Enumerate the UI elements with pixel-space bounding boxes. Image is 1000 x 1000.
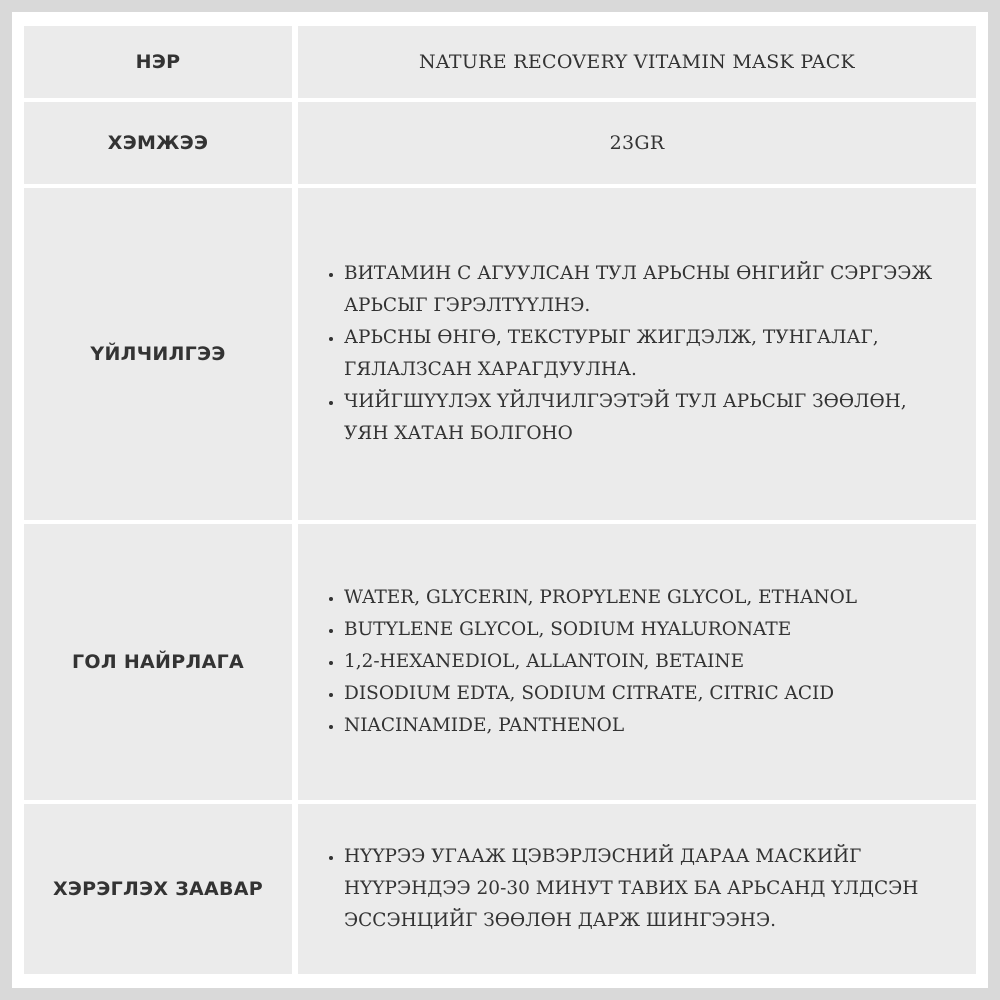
list-item: • WATER, GLYCERIN, PROPYLENE GLYCOL, ETHANOL	[344, 582, 964, 614]
label-size: ХЭМЖЭЭ	[24, 102, 292, 184]
list-item: • ЧИЙГШҮҮЛЭХ ҮЙЛЧИЛГЭЭТЭЙ ТУЛ АРЬСЫГ ЗӨӨЛӨН, УЯН ХАТАН БОЛГОНО	[344, 386, 944, 450]
ingredients-list	[320, 582, 964, 742]
label-ingredients: ГОЛ НАЙРЛАГА	[24, 524, 292, 800]
value-size: 23GR	[298, 102, 976, 184]
list-item: • 1,2-HEXANEDIOL, ALLANTOIN, BETAINE	[344, 646, 964, 678]
list-item: • NIACINAMIDE, PANTHENOL	[344, 710, 964, 742]
list-item: • ВИТАМИН С АГУУЛСАН ТУЛ АРЬСНЫ ӨНГИЙГ СЭРГЭЭЖ АРЬСЫГ ГЭРЭЛТҮҮЛНЭ.	[344, 258, 944, 322]
label-name: НЭР	[24, 26, 292, 98]
list-item: • АРЬСНЫ ӨНГӨ, ТЕКСТУРЫГ ЖИГДЭЛЖ, ТУНГАЛАГ, ГЯЛАЛЗСАН ХАРАГДУУЛНА.	[344, 322, 944, 386]
label-effects: ҮЙЛЧИЛГЭЭ	[24, 188, 292, 520]
list-item: • BUTYLENE GLYCOL, SODIUM HYALURONATE	[344, 614, 964, 646]
usage-list	[320, 841, 966, 937]
effects-cell	[298, 188, 976, 520]
effects-list	[320, 258, 944, 450]
list-item: • DISODIUM EDTA, SODIUM CITRATE, CITRIC ACID	[344, 678, 964, 710]
usage-cell	[298, 804, 976, 974]
list-item: • НҮҮРЭЭ УГААЖ ЦЭВЭРЛЭСНИЙ ДАРАА МАСКИЙГ НҮҮРЭНДЭЭ 20-30 МИНУТ ТАВИХ БА АРЬСАНД ҮЛДСЭН ЭССЭНЦИЙГ ЗӨӨЛӨН ДАРЖ ШИНГЭЭНЭ.	[344, 841, 966, 937]
value-product-name: NATURE RECOVERY VITAMIN MASK PACK	[298, 26, 976, 98]
label-usage: ХЭРЭГЛЭХ ЗААВАР	[24, 804, 292, 974]
ingredients-cell	[298, 524, 976, 800]
